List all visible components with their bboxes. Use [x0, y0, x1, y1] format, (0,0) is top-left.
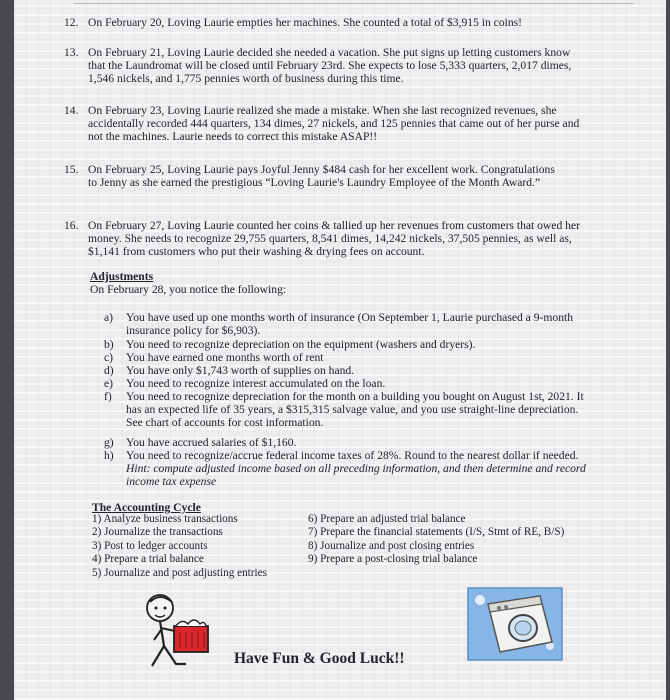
item-14	[64, 104, 588, 143]
adjustment-text: You need to recognize depreciation for the month on a building you bought on August 1st, 2021. It has an expected life of 35 years, a $315,315 salvage value, and you use straight-line depreciation. See chart of accounts for cost information.	[126, 390, 584, 429]
cycle-step: 3) Post to ledger accounts	[92, 539, 208, 552]
adjustment-label: c)	[104, 351, 114, 364]
adjustment-label: h)	[104, 449, 114, 462]
item-number: 15.	[64, 163, 79, 176]
item-text: On February 20, Loving Laurie empties her machines. She counted a total of $3,915 in coins!	[88, 16, 523, 29]
closing-message: Have Fun & Good Luck!!	[234, 650, 405, 667]
adjustment-text: You have accrued salaries of $1,160.	[126, 436, 297, 449]
adjustments-heading: Adjustments	[90, 270, 154, 283]
item-16	[64, 219, 588, 258]
item-13	[64, 46, 588, 85]
cycle-step: 7) Prepare the financial statements (I/S, Stmt of RE, B/S)	[308, 526, 565, 539]
adjustment-g	[104, 436, 586, 449]
item-text: On February 27, Loving Laurie counted her coins & tallied up her revenues from customers that owed her money. She needs to recognize 29,755 quarters, 8,541 dimes, 14,242 nickels, 37,505 pennies, as well as, $1,141 from customers who put their washing & drying fees on account.	[88, 219, 580, 258]
cycle-steps-right	[308, 513, 564, 567]
item-number: 16.	[64, 219, 79, 232]
item-number: 13.	[64, 46, 79, 59]
adjustment-text: You need to recognize interest accumulated on the loan.	[126, 377, 386, 390]
cycle-step: 6) Prepare an adjusted trial balance	[308, 513, 466, 525]
adjustment-label: g)	[104, 436, 114, 449]
adjustment-d	[104, 364, 586, 377]
cut-off-previous-line	[74, 0, 634, 4]
laundry-person-clipart	[134, 588, 216, 672]
cycle-step: 9) Prepare a post-closing trial balance	[308, 553, 478, 566]
adjustment-a	[104, 311, 586, 337]
adjustment-label: f)	[104, 390, 112, 403]
adjustment-text: You have earned one months worth of rent	[126, 351, 324, 364]
item-number: 12.	[64, 16, 79, 29]
adjustment-label: b)	[104, 338, 114, 351]
adjustments-intro: On February 28, you notice the following:	[90, 283, 287, 296]
item-15	[64, 163, 588, 189]
cycle-step: 8) Journalize and post closing entries	[308, 539, 475, 552]
adjustment-text: You need to recognize depreciation on the equipment (washers and dryers).	[126, 338, 476, 351]
adjustment-f	[104, 390, 586, 429]
accounting-cycle-heading: The Accounting Cycle	[92, 501, 201, 514]
cycle-step: 1) Analyze business transactions	[92, 513, 238, 525]
adjustment-b	[104, 338, 586, 351]
washing-machine-clipart	[466, 586, 564, 662]
item-text: On February 21, Loving Laurie decided she needed a vacation. She put signs up letting customers know that the Laundromat will be closed until February 23rd. She expects to lose 5,333 quarters, 2,017 dimes, 1,546 nickels, and 1,775 pennies worth of business during this time.	[88, 46, 572, 85]
cycle-step: 2) Journalize the transactions	[92, 526, 223, 539]
adjustment-c	[104, 351, 586, 364]
item-12	[64, 16, 588, 29]
item-text: On February 23, Loving Laurie realized she made a mistake. When she last recognized revenues, she accidentally recorded 444 quarters, 134 dimes, 27 nickels, and 125 pennies that came out of her purse and not the machines. Laurie needs to correct this mistake ASAP!!	[88, 104, 580, 143]
adjustment-label: e)	[104, 377, 114, 390]
cycle-steps-left	[92, 513, 267, 580]
item-text: On February 25, Loving Laurie pays Joyful Jenny $484 cash for her excellent work. Congratulations to Jenny as she earned the prestigious “Loving Laurie's Laundry Employee of the Month Award.”	[88, 163, 555, 189]
cycle-step: 4) Prepare a trial balance	[92, 553, 204, 566]
adjustment-label: a)	[104, 311, 114, 324]
document-page	[14, 0, 666, 700]
adjustment-text: You need to recognize/accrue federal income taxes of 28%. Round to the nearest dollar if needed.	[126, 449, 579, 462]
adjustment-label: d)	[104, 364, 114, 377]
adjustment-text: You have only $1,743 worth of supplies on hand.	[126, 364, 355, 377]
adjustment-hint: Hint: compute adjusted income based on all preceding information, and then determine and record income tax expense	[126, 462, 586, 488]
item-number: 14.	[64, 104, 79, 117]
adjustment-text: You have used up one months worth of insurance (On September 1, Laurie purchased a 9-month insurance policy for $6,903).	[126, 311, 574, 337]
adjustment-h	[104, 449, 586, 488]
cycle-step: 5) Journalize and post adjusting entries	[92, 566, 267, 579]
adjustment-e	[104, 377, 586, 390]
